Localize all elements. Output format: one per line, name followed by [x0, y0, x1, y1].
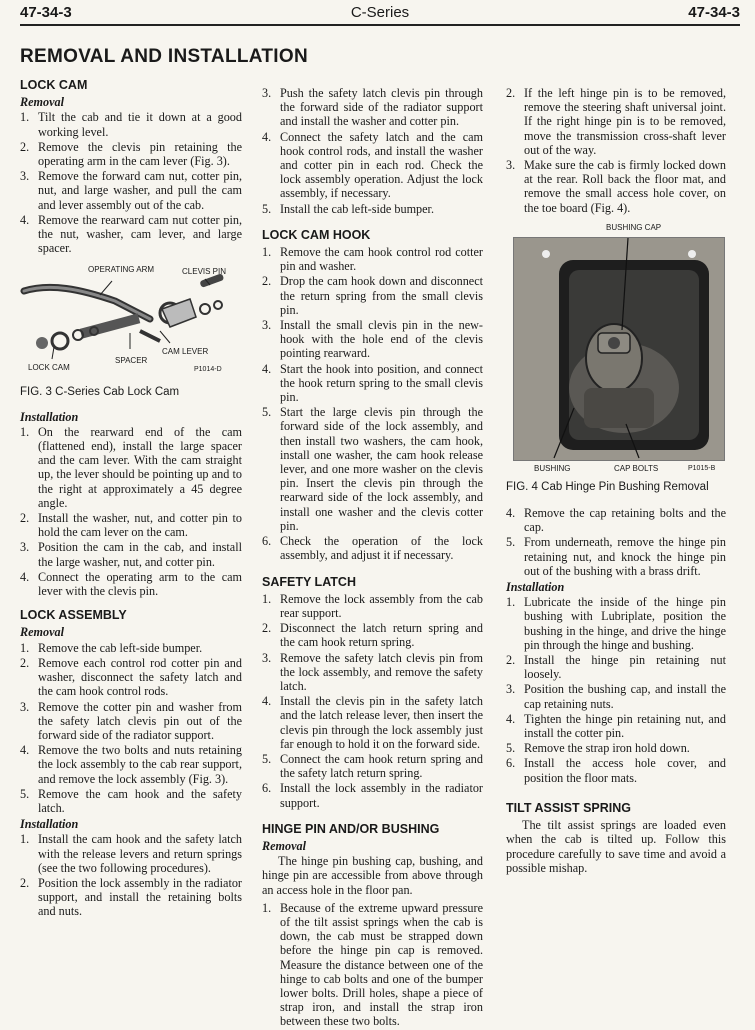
page-number-left: 47-34-3	[20, 4, 72, 21]
label-lock-cam: LOCK CAM	[28, 363, 70, 373]
list-item: 4. Connect the operating arm to the cam lever with the clevis pin.	[20, 569, 242, 599]
list-item: 6. Check the operation of the lock assembly, and adjust it if necessary.	[262, 534, 483, 563]
list-item: 1. Lubricate the inside of the hinge pin bushing with Lubriplate, position the bushing in the hinge, and drive the hinge pin through the hinge and bushing.	[506, 595, 726, 652]
subheading-removal: Removal	[20, 95, 65, 110]
section-heading-tilt-assist: TILT ASSIST SPRING	[506, 800, 632, 815]
list-item: 4. Install the clevis pin in the safety latch and the latch release lever, then insert the clevis pin through the lock assembly just far enough to hold it on the forward side.	[262, 694, 483, 751]
lock-assembly-installation-list-cont	[262, 86, 483, 216]
list-item: 3. Remove the safety latch clevis pin from the lock assembly, and remove the safety latch.	[262, 650, 483, 693]
page-number-right: 47-34-3	[688, 4, 740, 21]
list-item: 1. Remove the cam hook control rod cotter pin and washer.	[262, 245, 483, 274]
list-item: 3. Make sure the cab is firmly locked down at the rear. Roll back the floor mat, and remove the small access hole cover, on the toe board (Fig. 4).	[506, 158, 726, 215]
list-item: 3. Remove the cotter pin and washer from the safety latch clevis pin out of the forward side of the radiator support.	[20, 699, 242, 742]
hinge-photo-illustration	[514, 238, 724, 460]
lock-assembly-installation-list	[20, 832, 242, 918]
page-title: REMOVAL AND INSTALLATION	[20, 46, 308, 67]
list-item: 5. Install the cab left-side bumper.	[262, 201, 434, 216]
list-item: 2. Install the washer, nut, and cotter pin to hold the cam lever on the cam.	[20, 511, 242, 540]
list-item: 2. Remove each control rod cotter pin and washer, disconnect the safety latch and the cam hook control rods.	[20, 655, 242, 699]
list-item: 2. Remove the clevis pin retaining the operating arm in the cam lever (Fig. 3).	[20, 139, 242, 169]
hinge-pin-photo	[513, 237, 725, 461]
list-item: 3. Position the cam in the cab, and install the large washer, nut, and cotter pin.	[20, 540, 242, 569]
label-cap-bolts: CAP BOLTS	[614, 463, 659, 473]
figure-code: P1015-B	[688, 464, 716, 472]
list-item: 5. Remove the cam hook and the safety latch.	[20, 786, 242, 815]
list-item: 2. Position the lock assembly in the radiator support, and install the retaining bolts and nuts.	[20, 875, 242, 919]
list-item: 5. Connect the cam hook return spring and the safety latch return spring.	[262, 751, 483, 781]
subheading-removal: Removal	[20, 625, 65, 640]
list-item: 4. Connect the safety latch and the cam hook control rods, and install the washer and cotter pin in each rod. Check the lock assembly operation. Adjust the lock assembly, if necessary.	[262, 129, 483, 201]
list-item: 4. Remove the two bolts and nuts retaining the lock assembly to the cab rear support, and remove the lock assembly (Fig. 3).	[20, 743, 242, 786]
section-heading-lock-cam-hook: LOCK CAM HOOK	[262, 227, 371, 242]
label-bushing-cap: BUSHING CAP	[606, 222, 662, 232]
section-heading-hinge-pin: HINGE PIN AND/OR BUSHING	[262, 821, 440, 836]
section-heading-safety-latch: SAFETY LATCH	[262, 574, 356, 589]
list-item: 1. Remove the lock assembly from the cab rear support.	[262, 591, 483, 620]
list-item: 2. Drop the cam hook down and disconnect the return spring from the small clevis pin.	[262, 274, 483, 317]
list-item: 6. Install the lock assembly in the radiator support.	[262, 781, 483, 810]
hinge-pin-intro: The hinge pin bushing cap, bushing, and hinge pin are accessible from above through an access hole in the floor pan.	[262, 854, 483, 897]
hinge-pin-figure	[510, 219, 725, 474]
label-bushing: BUSHING	[534, 463, 571, 473]
hinge-pin-removal-list	[262, 901, 483, 1029]
list-item: 6. Install the access hole cover, and position the floor mats.	[506, 756, 726, 785]
subheading-installation: Installation	[506, 580, 565, 595]
list-item: 1. Remove the cab left-side bumper.	[20, 640, 203, 655]
label-clevis-pin: CLEVIS PIN	[182, 267, 227, 277]
hinge-pin-removal-list-cont-2	[506, 506, 726, 578]
list-item: 5. Start the large clevis pin through the forward side of the lock assembly, and then install two washers, the cam hook, install one washer, the cam hook release lever, and one more washer on the clevis pin. Insert the clevis pin through the rearward side of the lock assembly, and install one washer and the clevis cotter pin.	[262, 405, 483, 533]
figure-3-caption: FIG. 3 C-Series Cab Lock Cam	[20, 386, 180, 399]
list-item: 1. On the rearward end of the cam (flattened end), install the large spacer and the cam lever. With the cam straight up, the lever should be pointing up and to the right at approximately a 45 degree angle.	[20, 424, 242, 510]
list-item: 3. Install the small clevis pin in the new-hook with the hole end of the clevis pointing rearward.	[262, 318, 483, 361]
list-item: 5. Remove the strap iron hold down.	[506, 741, 690, 756]
subheading-removal: Removal	[262, 838, 307, 853]
lock-cam-installation-list	[20, 425, 242, 598]
lock-cam-removal-list	[20, 110, 242, 255]
label-cam-lever: CAM LEVER	[162, 347, 209, 357]
lock-cam-figure	[20, 261, 242, 375]
list-item: 3. Remove the forward cam nut, cotter pin, nut, and large washer, and pull the cam and lever assembly out of the cab.	[20, 169, 242, 212]
hinge-pin-installation-list	[506, 595, 726, 785]
series-title: C-Series	[350, 4, 410, 21]
list-item: 1. Install the cam hook and the safety latch with the release levers and return springs (see the two following procedures).	[20, 832, 242, 875]
list-item: 2. Install the hinge pin retaining nut loosely.	[506, 653, 726, 682]
lock-cam-hook-list	[262, 245, 483, 562]
list-item: 2. Disconnect the latch return spring and the cam hook return spring.	[262, 621, 483, 650]
list-item: 2. If the left hinge pin is to be removed, remove the steering shaft universal joint. If the right hinge pin is to be removed, move the transmission cross-shaft lever out of the way.	[506, 86, 726, 157]
column-1	[20, 78, 242, 920]
figure-4-caption: FIG. 4 Cab Hinge Pin Bushing Removal	[506, 480, 709, 493]
subheading-installation: Installation	[20, 409, 79, 424]
section-heading-lock-cam: LOCK CAM	[20, 78, 88, 92]
column-2	[262, 86, 483, 1030]
lock-assembly-removal-list	[20, 641, 242, 815]
list-item: 4. Remove the cap retaining bolts and the cap.	[506, 506, 726, 535]
section-heading-lock-assembly: LOCK ASSEMBLY	[20, 608, 127, 623]
hinge-pin-removal-list-cont	[506, 86, 726, 215]
list-item: 1. Tilt the cab and tie it down at a good working level.	[20, 110, 242, 139]
list-item: 4. Start the hook into position, and connect the hook return spring to the small clevis pin.	[262, 361, 483, 405]
figure-code: P1014-D	[194, 366, 222, 374]
list-item: 1. Because of the extreme upward pressure of the tilt assist springs when the cab is down, the cab must be strapped down before the hinge pin cap is removed. Measure the distance between one of the hinge to cab bolts and one of the bumper lower bolts. Drill holes, shape a piece of strap iron, and install the strap iron between these two bolts.	[262, 900, 483, 1029]
safety-latch-list	[262, 592, 483, 810]
tilt-assist-text: The tilt assist springs are loaded even when the cab is tilted up. Follow this procedure carefully to save time and avoid a possible mishap.	[506, 818, 726, 875]
list-item: 5. From underneath, remove the hinge pin retaining nut, and knock the hinge pin out of the bushing with a brass drift.	[506, 535, 726, 578]
list-item: 3. Position the bushing cap, and install the cap retaining nuts.	[506, 682, 726, 711]
list-item: 3. Push the safety latch clevis pin through the forward side of the radiator support and install the washer and cotter pin.	[262, 86, 483, 129]
list-item: 4. Remove the rearward cam nut cotter pin, the nut, washer, cam lever, and large spacer.	[20, 212, 242, 256]
page-header	[20, 2, 740, 26]
label-operating-arm: OPERATING ARM	[88, 265, 155, 275]
list-item: 4. Tighten the hinge pin retaining nut, and install the cotter pin.	[506, 711, 726, 741]
subheading-installation: Installation	[20, 817, 79, 832]
label-spacer: SPACER	[115, 356, 148, 366]
column-3	[506, 86, 726, 875]
